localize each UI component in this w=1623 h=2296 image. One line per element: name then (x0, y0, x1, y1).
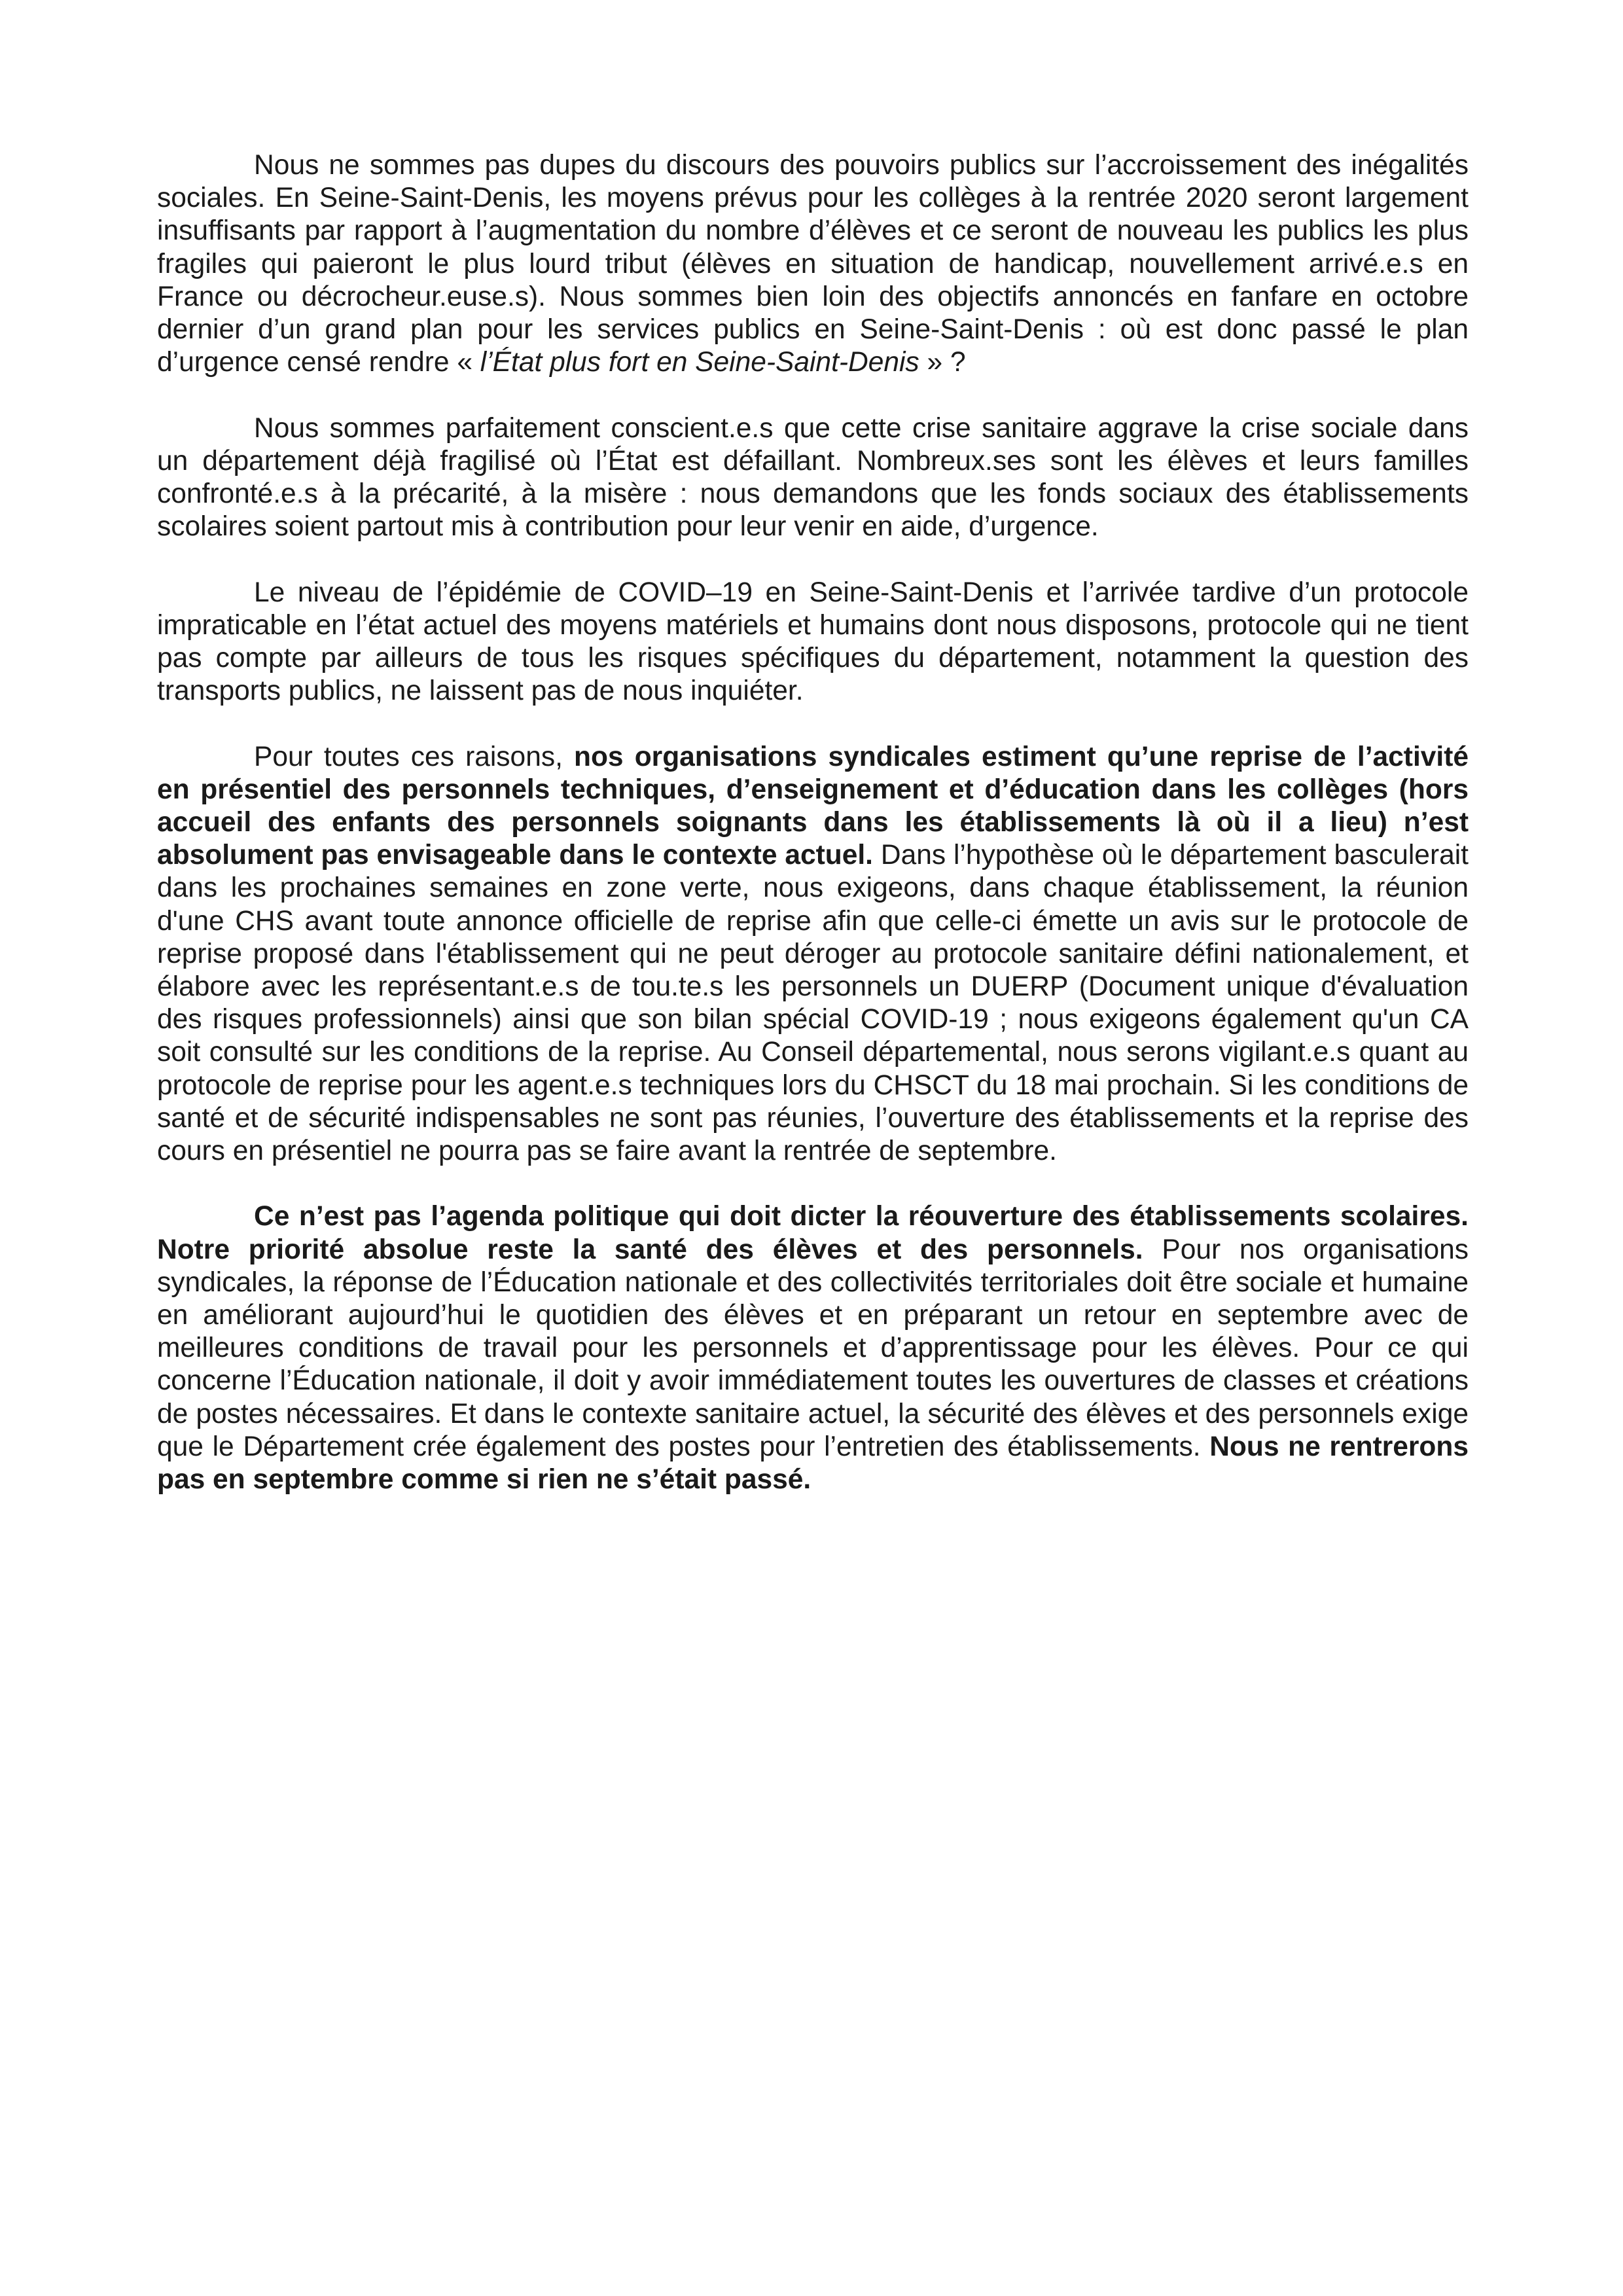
document-body (157, 149, 1469, 1496)
paragraph-inequalities (157, 149, 1469, 379)
paragraph-text: » ? (919, 347, 966, 378)
italic-quote: l’État plus fort en Seine-Saint-Denis (480, 347, 919, 378)
paragraph-text: Pour toutes ces raisons, (254, 741, 575, 772)
paragraph-epidemic (157, 577, 1469, 708)
paragraph-conclusion (157, 1200, 1469, 1496)
bold-statement: Ce n’est pas l’agenda politique qui doit dicter la réouverture des établissements scolaires. Notre priorité absolue reste la santé des élèves et des personnels. (157, 1201, 1469, 1265)
paragraph-text: Nous sommes parfaitement conscient.e.s que cette crise sanitaire aggrave la crise sociale dans un département déjà fragilisé où l’État est défaillant. Nombreux.ses sont les élèves et leurs familles confronté.e.s à la précarité, à la misère : nous demandons que les fonds sociaux des établissements scolaires soient partout mis à contribution pour leur venir en aide, d’urgence. (157, 412, 1469, 543)
paragraph-social-crisis (157, 412, 1469, 544)
bold-statement: nos organisations syndicales estiment qu’une reprise de l’activité en présentiel des personnels techniques, d’enseignement et d’éducation dans les collèges (hors accueil des enfants des personnels soignants dans les établissements là où il a lieu) n’est absolument pas envisageable dans le contexte actuel. (157, 741, 1469, 871)
paragraph-reopening-position (157, 741, 1469, 1168)
bold-closing-statement: Nous ne rentrerons pas en septembre comme si rien ne s’était passé. (157, 1431, 1469, 1496)
paragraph-text: Nous ne sommes pas dupes du discours des pouvoirs publics sur l’accroissement des inégalités sociales. En Seine-Saint-Denis, les moyens prévus pour les collèges à la rentrée 2020 seront largement insuffisants par rapport à l’augmentation du nombre d’élèves et ce seront de nouveau les publics les plus fragiles qui paieront le plus lourd tribut (élèves en situation de handicap, nouvellement arrivé.e.s en France ou décrocheur.euse.s). Nous sommes bien loin des objectifs annoncés en fanfare en octobre dernier d’un grand plan pour les services publics en Seine-Saint-Denis : où est donc passé le plan d’urgence censé rendre « (157, 150, 1469, 378)
paragraph-text: Pour nos organisations syndicales, la réponse de l’Éducation nationale et des collectivités territoriales doit être sociale et humaine en améliorant aujourd’hui le quotidien des élèves et en préparant un retour en septembre avec de meilleures conditions de travail pour les personnels et d’apprentissage pour les élèves. Pour ce qui concerne l’Éducation nationale, il doit y avoir immédiatement toutes les ouvertures de classes et créations de postes nécessaires. Et dans le contexte sanitaire actuel, la sécurité des élèves et des personnels exige que le Département crée également des postes pour l’entretien des établissements. (157, 1234, 1469, 1462)
paragraph-text: Le niveau de l’épidémie de COVID–19 en Seine-Saint-Denis et l’arrivée tardive d’un protocole impraticable en l’état actuel des moyens matériels et humains dont nous disposons, protocole qui ne tient pas compte par ailleurs de tous les risques spécifiques du département, notamment la question des transports publics, ne laissent pas de nous inquiéter. (157, 577, 1469, 707)
paragraph-text: Dans l’hypothèse où le département basculerait dans les prochaines semaines en zone verte, nous exigeons, dans chaque établissement, la réunion d'une CHS avant toute annonce officielle de reprise afin que celle-ci émette un avis sur le protocole de reprise proposé dans l'établissement qui ne peut déroger au protocole sanitaire défini nationalement, et élabore avec les représentant.e.s de tou.te.s les personnels un DUERP (Document unique d'évaluation des risques professionnels) ainsi que son bilan spécial COVID-19 ; nous exigeons également qu'un CA soit consulté sur les conditions de la reprise. Au Conseil départemental, nous serons vigilant.e.s quant au protocole de reprise pour les agent.e.s techniques lors du CHSCT du 18 mai prochain. Si les conditions de santé et de sécurité indispensables ne sont pas réunies, l’ouverture des établissements et la reprise des cours en présentiel ne pourra pas se faire avant la rentrée de septembre. (157, 840, 1469, 1167)
